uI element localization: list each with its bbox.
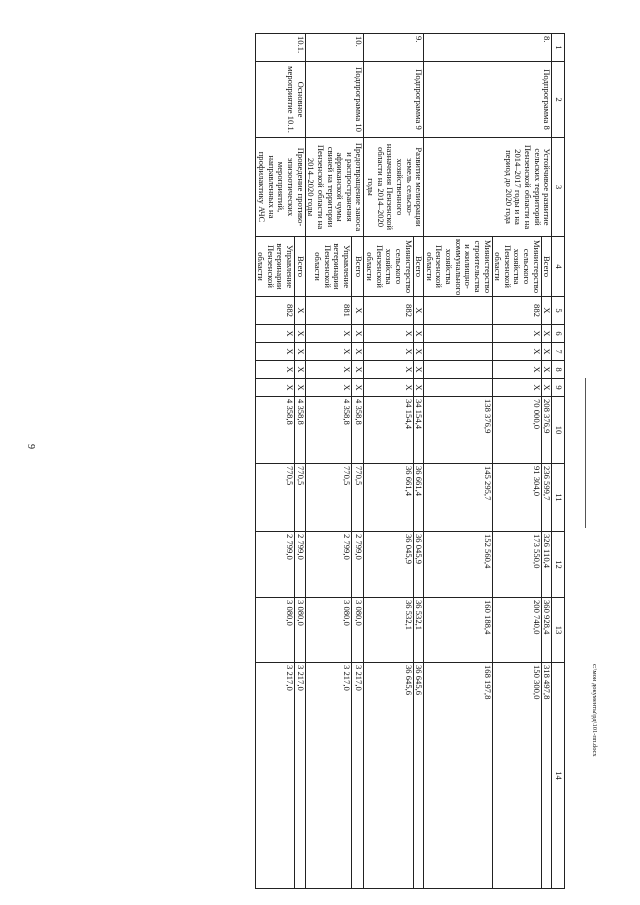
value-cell-c6: Х [413, 325, 424, 343]
value-cell-c6 [424, 325, 492, 343]
value-cell-c7: Х [305, 343, 351, 361]
value-cell-c11: 36 661,4 [364, 464, 413, 532]
value-cell-c9: Х [413, 379, 424, 397]
value-cell-c13: 3 080,0 [295, 598, 306, 663]
executor-cell: Министерство сельского хозяйства Пензенской области [364, 237, 413, 297]
value-cell-c7: Х [541, 343, 552, 361]
executor-cell: Всего [295, 237, 306, 297]
value-cell-c13: 160 188,4 [424, 598, 492, 663]
value-cell-c11: 236 599,7 [541, 464, 552, 532]
value-cell-c10: 208 376,9 [541, 397, 552, 464]
column-header-10: 10 [552, 397, 565, 464]
value-cell-c13: 360 928,4 [541, 598, 552, 663]
value-cell-c8: Х [255, 361, 295, 379]
column-header-12: 12 [552, 532, 565, 598]
value-cell-c13: 3 080,0 [305, 598, 351, 663]
column-header-1: 1 [552, 34, 565, 62]
column-number-row [552, 34, 565, 889]
value-cell-c12: 2 799,0 [305, 532, 351, 598]
value-cell-c14: 36 645,6 [413, 663, 424, 889]
column-header-9: 9 [552, 379, 565, 397]
program-table [255, 33, 565, 889]
table-row [413, 34, 424, 889]
executor-cell: Министерство строительства и жилищно-коммунального хозяйства Пензенской области [424, 237, 492, 297]
value-cell-c5: Х [295, 297, 306, 325]
value-cell-c12: 36 045,9 [413, 532, 424, 598]
value-cell-c6: Х [255, 325, 295, 343]
column-header-7: 7 [552, 343, 565, 361]
value-cell-c7: Х [295, 343, 306, 361]
value-cell-c6: Х [492, 325, 541, 343]
value-cell-c6: Х [352, 325, 364, 343]
value-cell-c7: Х [352, 343, 364, 361]
value-cell-c11: 91 304,0 [492, 464, 541, 532]
value-cell-c8: Х [352, 361, 364, 379]
footer-file-path: c:\мои документы\рд\101-пп.docx [591, 664, 598, 757]
column-header-13: 13 [552, 598, 565, 663]
value-cell-c12: 2 799,0 [295, 532, 306, 598]
value-cell-c14: 36 645,6 [364, 663, 413, 889]
program-name: Подпрограмма 10 [305, 62, 364, 138]
value-cell-c10: 34 154,4 [413, 397, 424, 464]
value-cell-c5: Х [413, 297, 424, 325]
value-cell-c8 [424, 361, 492, 379]
value-cell-c8: Х [492, 361, 541, 379]
value-cell-c10: 34 154,4 [364, 397, 413, 464]
column-header-2: 2 [552, 62, 565, 138]
program-title: Проведение противо-эпизоотических мероприятий, направленных на профилактику АЧС [255, 138, 305, 237]
value-cell-c5: Х [541, 297, 552, 325]
value-cell-c12: 173 550,0 [492, 532, 541, 598]
value-cell-c7: Х [492, 343, 541, 361]
value-cell-c9: Х [541, 379, 552, 397]
value-cell-c14: 150 300,0 [492, 663, 541, 889]
value-cell-c13: 3 080,0 [352, 598, 364, 663]
executor-cell: Управление ветеринарии Пензенской области [255, 237, 295, 297]
row-number: 10.1. [255, 34, 305, 62]
program-title: Предотвращение заноса и распространения африканской чумы свиней на территории Пензенской области на 2014–2020 годы [305, 138, 364, 237]
value-cell-c10: 4 358,8 [305, 397, 351, 464]
footnote-separator [585, 378, 586, 528]
value-cell-c12: 36 045,9 [364, 532, 413, 598]
value-cell-c8: Х [413, 361, 424, 379]
value-cell-c7: Х [364, 343, 413, 361]
value-cell-c14: 168 197,8 [424, 663, 492, 889]
table-row [541, 34, 552, 889]
row-number: 8. [424, 34, 552, 62]
value-cell-c7: Х [255, 343, 295, 361]
value-cell-c8: Х [364, 361, 413, 379]
value-cell-c12: 152 560,4 [424, 532, 492, 598]
value-cell-c11: 770,5 [295, 464, 306, 532]
program-title: Развитие мелиорации земель сельско-хозяйственного назначения Пензенской области на 2014–2020 годы [364, 138, 424, 237]
value-cell-c9: Х [305, 379, 351, 397]
value-cell-c12: 2 799,0 [352, 532, 364, 598]
program-name: Основное мероприятие 10.1. [255, 62, 305, 138]
column-header-14: 14 [552, 663, 565, 889]
value-cell-c11: 770,5 [305, 464, 351, 532]
column-header-4: 4 [552, 237, 565, 297]
value-cell-c9: Х [492, 379, 541, 397]
value-cell-c6: Х [364, 325, 413, 343]
table-row [352, 34, 364, 889]
table-container [255, 33, 565, 868]
value-cell-c11: 770,5 [255, 464, 295, 532]
column-header-5: 5 [552, 297, 565, 325]
value-cell-c13: 200 740,0 [492, 598, 541, 663]
value-cell-c9: Х [364, 379, 413, 397]
value-cell-c11: 145 295,7 [424, 464, 492, 532]
column-header-11: 11 [552, 464, 565, 532]
value-cell-c11: 770,5 [352, 464, 364, 532]
value-cell-c8: Х [541, 361, 552, 379]
value-cell-c13: 36 532,1 [413, 598, 424, 663]
value-cell-c8: Х [295, 361, 306, 379]
value-cell-c14: 3 217,0 [295, 663, 306, 889]
executor-cell: Управление ветеринарии Пензенской области [305, 237, 351, 297]
executor-cell: Всего [352, 237, 364, 297]
column-header-8: 8 [552, 361, 565, 379]
value-cell-c12: 2 799,0 [255, 532, 295, 598]
column-header-6: 6 [552, 325, 565, 343]
value-cell-c9 [424, 379, 492, 397]
executor-cell: Всего [413, 237, 424, 297]
value-cell-c10: 70 000,0 [492, 397, 541, 464]
value-cell-c5: 881 [305, 297, 351, 325]
executor-cell: Всего [541, 237, 552, 297]
column-header-3: 3 [552, 138, 565, 237]
value-cell-c14: 3 217,0 [255, 663, 295, 889]
value-cell-c7 [424, 343, 492, 361]
value-cell-c8: Х [305, 361, 351, 379]
value-cell-c10: 4 358,8 [295, 397, 306, 464]
value-cell-c9: Х [295, 379, 306, 397]
value-cell-c5: 882 [492, 297, 541, 325]
value-cell-c14: 318 497,8 [541, 663, 552, 889]
value-cell-c10: 138 376,9 [424, 397, 492, 464]
value-cell-c14: 3 217,0 [305, 663, 351, 889]
page-number: 9 [25, 444, 36, 449]
value-cell-c9: Х [352, 379, 364, 397]
executor-cell: Министерство сельского хозяйства Пензенской области [492, 237, 541, 297]
value-cell-c6: Х [305, 325, 351, 343]
value-cell-c5 [424, 297, 492, 325]
value-cell-c11: 36 661,4 [413, 464, 424, 532]
value-cell-c12: 326 110,4 [541, 532, 552, 598]
program-title: Устойчивое развитие сельских территорий Пензенской области на 2014–2017 годы и на период до 2020 года [424, 138, 552, 237]
value-cell-c6: Х [295, 325, 306, 343]
value-cell-c5: 882 [364, 297, 413, 325]
value-cell-c5: 882 [255, 297, 295, 325]
table-row [295, 34, 306, 889]
program-name: Подпрограмма 8 [424, 62, 552, 138]
row-number: 10. [305, 34, 364, 62]
value-cell-c7: Х [413, 343, 424, 361]
value-cell-c5: Х [352, 297, 364, 325]
value-cell-c9: Х [255, 379, 295, 397]
value-cell-c10: 4 358,8 [352, 397, 364, 464]
value-cell-c13: 3 080,0 [255, 598, 295, 663]
value-cell-c6: Х [541, 325, 552, 343]
program-name: Подпрограмма 9 [364, 62, 424, 138]
value-cell-c13: 36 532,1 [364, 598, 413, 663]
value-cell-c10: 4 358,8 [255, 397, 295, 464]
value-cell-c14: 3 217,0 [352, 663, 364, 889]
row-number: 9. [364, 34, 424, 62]
